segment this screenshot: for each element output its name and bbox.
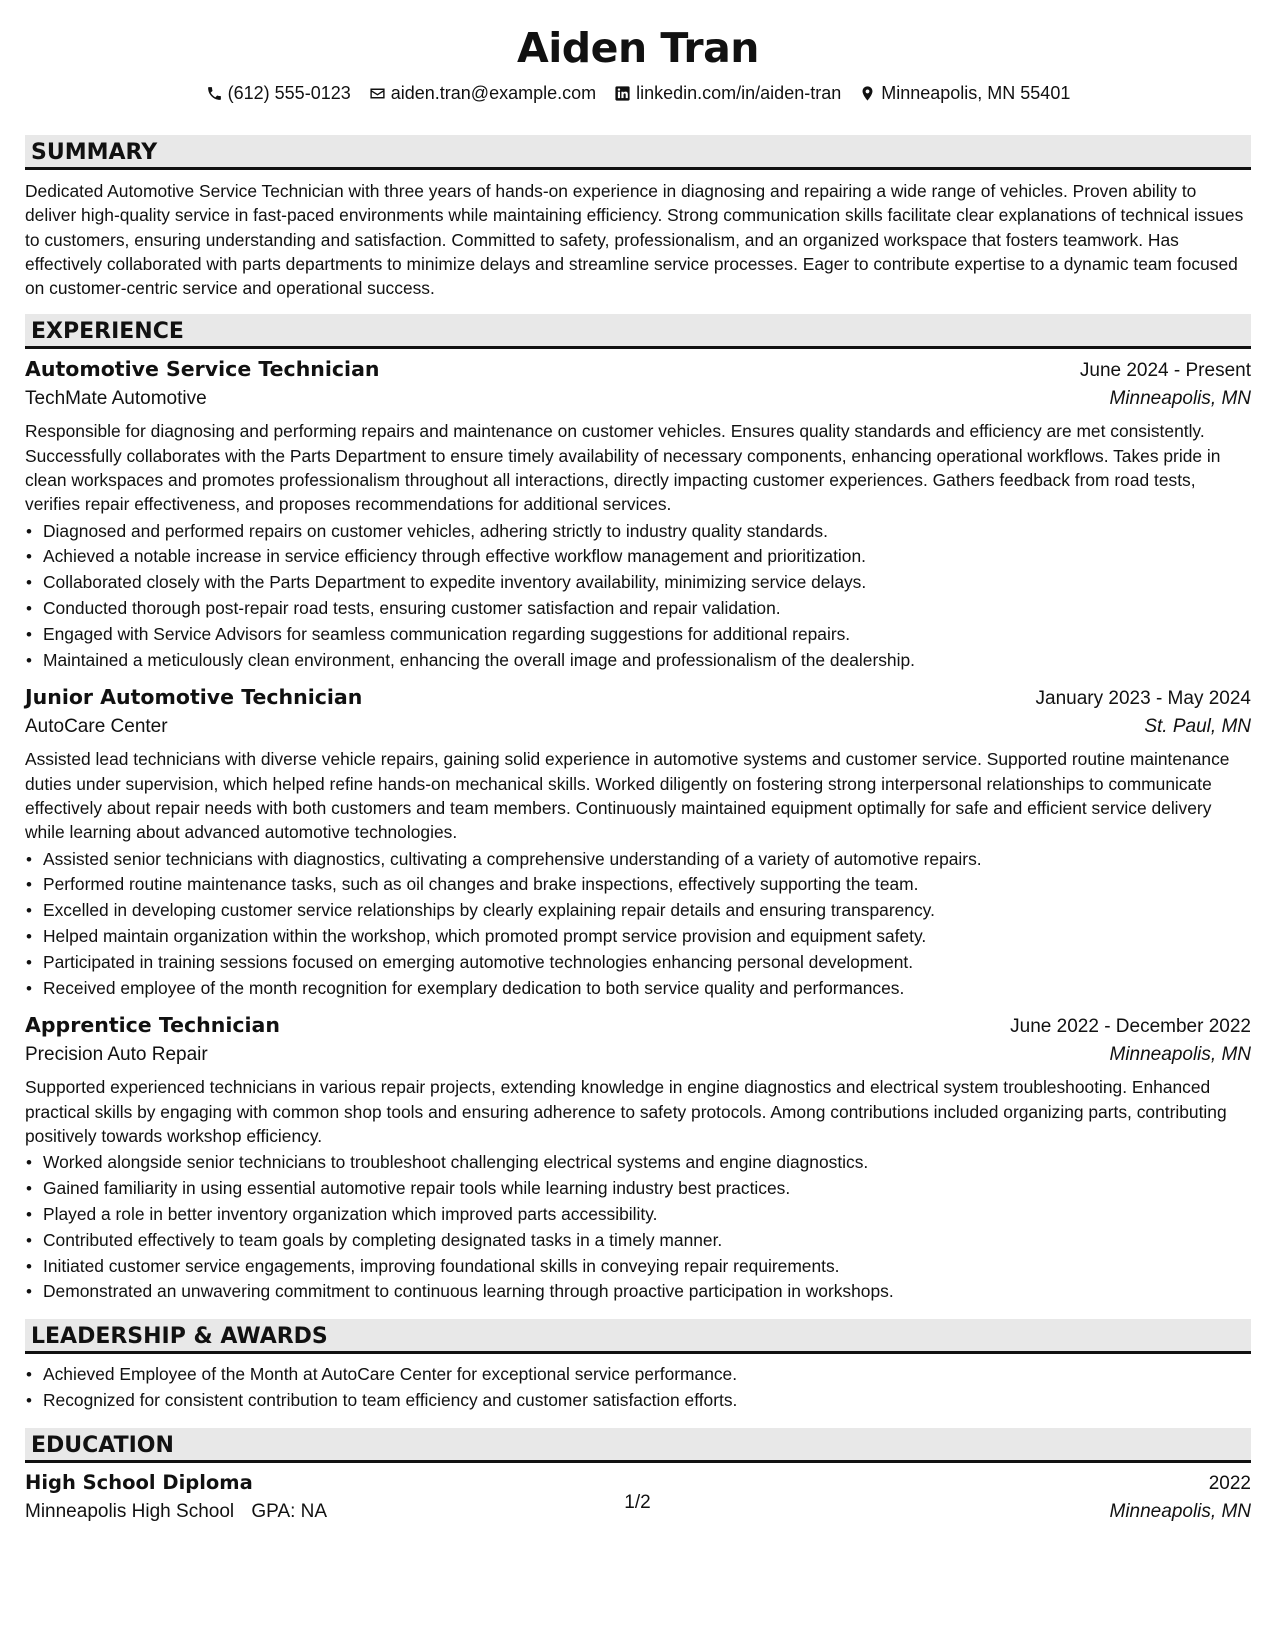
list-item: • Excelled in developing customer service relationships by clearly explaining repair details and ensuring transparency. — [25, 898, 1251, 924]
school-name: Minneapolis High School — [25, 1500, 235, 1522]
envelope-icon — [369, 85, 386, 102]
company-name: AutoCare Center — [25, 716, 168, 738]
summary-heading: SUMMARY — [25, 135, 1251, 170]
phone-text: (612) 555-0123 — [227, 83, 351, 103]
list-item: • Contributed effectively to team goals by completing designated tasks in a timely manner. — [25, 1228, 1251, 1254]
list-item: • Gained familiarity in using essential automotive repair tools while learning industry best practices. — [25, 1176, 1251, 1202]
job-bullets — [25, 519, 1251, 674]
degree-title: High School Diploma — [25, 1470, 253, 1494]
list-item: • Performed routine maintenance tasks, such as oil changes and brake inspections, effectively supporting the team. — [25, 872, 1251, 898]
contact-linkedin[interactable] — [614, 82, 841, 104]
job-entry — [25, 357, 1251, 673]
summary-text: Dedicated Automotive Service Technician with three years of hands-on experience in diagnosing and repairing a wide range of vehicles. Proven ability to deliver high-quality service in fast-paced environments while maintaining efficiency. Strong communication skills facilitate clear explanations of technical issues to customers, ensuring understanding and satisfaction. Committed to safety, professionalism, and an organized workspace that fosters teamwork. Has effectively collaborated with parts departments to minimize delays and streamline service processes. Eager to contribute expertise to a dynamic team focused on customer-centric service and operational success. — [25, 181, 1244, 299]
job-bullets — [25, 847, 1251, 1002]
list-item: • Recognized for consistent contribution to team efficiency and customer satisfaction efforts. — [25, 1388, 1251, 1414]
job-description: Responsible for diagnosing and performing repairs and maintenance on customer vehicles. Ensures quality standards and efficiency are met consistently. Successfully collaborates with the Parts Department to ensure timely availability of necessary components, enhancing operational workflows. Takes pride in clean workspaces and promotes professionalism throughout all interactions, directly impacting customer experiences. Gathers feedback from road tests, verifies repair effectiveness, and proposes recommendations for additional services. — [25, 421, 1221, 515]
job-title: Junior Automotive Technician — [25, 685, 363, 710]
job-description: Supported experienced technicians in various repair projects, extending knowledge in engine diagnostics and electrical system troubleshooting. Enhanced practical skills by engaging with common shop tools and ensuring adherence to safety protocols. Among contributions included organizing parts, contributing positively towards workshop efficiency. — [25, 1077, 1227, 1147]
job-location: Minneapolis, MN — [1109, 1044, 1251, 1066]
education-heading: EDUCATION — [25, 1428, 1251, 1463]
page-number: 1/2 — [624, 1492, 651, 1513]
list-item: • Initiated customer service engagements, improving foundational skills in conveying repair requirements. — [25, 1254, 1251, 1280]
list-item: • Maintained a meticulously clean environment, enhancing the overall image and professionalism of the dealership. — [25, 648, 1251, 674]
list-item: • Diagnosed and performed repairs on customer vehicles, adhering strictly to industry quality standards. — [25, 519, 1251, 545]
gpa: GPA: NA — [251, 1500, 328, 1522]
list-item: • Collaborated closely with the Parts Department to expedite inventory availability, minimizing service delays. — [25, 570, 1251, 596]
job-location: St. Paul, MN — [1144, 716, 1251, 738]
list-item: • Worked alongside senior technicians to troubleshoot challenging electrical systems and engine diagnostics. — [25, 1150, 1251, 1176]
school-location: Minneapolis, MN — [1109, 1500, 1251, 1522]
linkedin-icon — [614, 85, 631, 102]
list-item: • Helped maintain organization within the workshop, which promoted prompt service provision and equipment safety. — [25, 924, 1251, 950]
experience-heading: EXPERIENCE — [25, 314, 1251, 349]
list-item: • Received employee of the month recognition for exemplary dedication to both service quality and performances. — [25, 976, 1251, 1002]
job-dates: June 2022 - December 2022 — [1010, 1016, 1251, 1038]
leadership-heading: LEADERSHIP & AWARDS — [25, 1319, 1251, 1354]
job-dates: January 2023 - May 2024 — [1035, 688, 1251, 710]
company-name: Precision Auto Repair — [25, 1044, 208, 1066]
list-item: • Played a role in better inventory organization which improved parts accessibility. — [25, 1202, 1251, 1228]
leadership-bullets — [25, 1362, 1251, 1414]
company-name: TechMate Automotive — [25, 388, 207, 410]
map-pin-icon — [859, 85, 876, 102]
candidate-name: Aiden Tran — [517, 24, 759, 72]
contact-location — [859, 82, 1070, 104]
phone-icon — [206, 85, 223, 102]
list-item: • Participated in training sessions focused on emerging automotive technologies enhancing personal development. — [25, 950, 1251, 976]
contact-phone — [206, 82, 351, 104]
graduation-year: 2022 — [1208, 1472, 1251, 1494]
location-text: Minneapolis, MN 55401 — [881, 83, 1071, 103]
contact-email[interactable] — [369, 82, 596, 104]
linkedin-text: linkedin.com/in/aiden-tran — [636, 83, 842, 103]
job-description: Assisted lead technicians with diverse vehicle repairs, gaining solid experience in automotive systems and customer service. Supported routine maintenance duties under supervision, which helped refine hands-on mechanical skills. Worked diligently on fostering strong interpersonal relationships to communicate effectively about repair needs with both customers and team members. Continuously maintained equipment optimally for safe and efficient service delivery while learning about advanced automotive technologies. — [25, 749, 1230, 843]
list-item: • Demonstrated an unwavering commitment to continuous learning through proactive participation in workshops. — [25, 1279, 1251, 1305]
list-item: • Engaged with Service Advisors for seamless communication regarding suggestions for additional repairs. — [25, 622, 1251, 648]
job-location: Minneapolis, MN — [1109, 388, 1251, 410]
job-title: Apprentice Technician — [25, 1013, 280, 1038]
resume-page — [25, 0, 1251, 1523]
list-item: • Conducted thorough post-repair road tests, ensuring customer satisfaction and repair validation. — [25, 596, 1251, 622]
email-text: aiden.tran@example.com — [390, 83, 597, 103]
job-entry — [25, 685, 1251, 1001]
job-dates: June 2024 - Present — [1079, 360, 1251, 382]
contact-bar — [25, 82, 1251, 104]
list-item: • Assisted senior technicians with diagnostics, cultivating a comprehensive understanding of a variety of automotive repairs. — [25, 847, 1251, 873]
job-title: Automotive Service Technician — [25, 357, 380, 382]
job-bullets — [25, 1150, 1251, 1305]
list-item: • Achieved a notable increase in service efficiency through effective workflow management and prioritization. — [25, 544, 1251, 570]
job-entry — [25, 1013, 1251, 1305]
list-item: • Achieved Employee of the Month at AutoCare Center for exceptional service performance. — [25, 1362, 1251, 1388]
